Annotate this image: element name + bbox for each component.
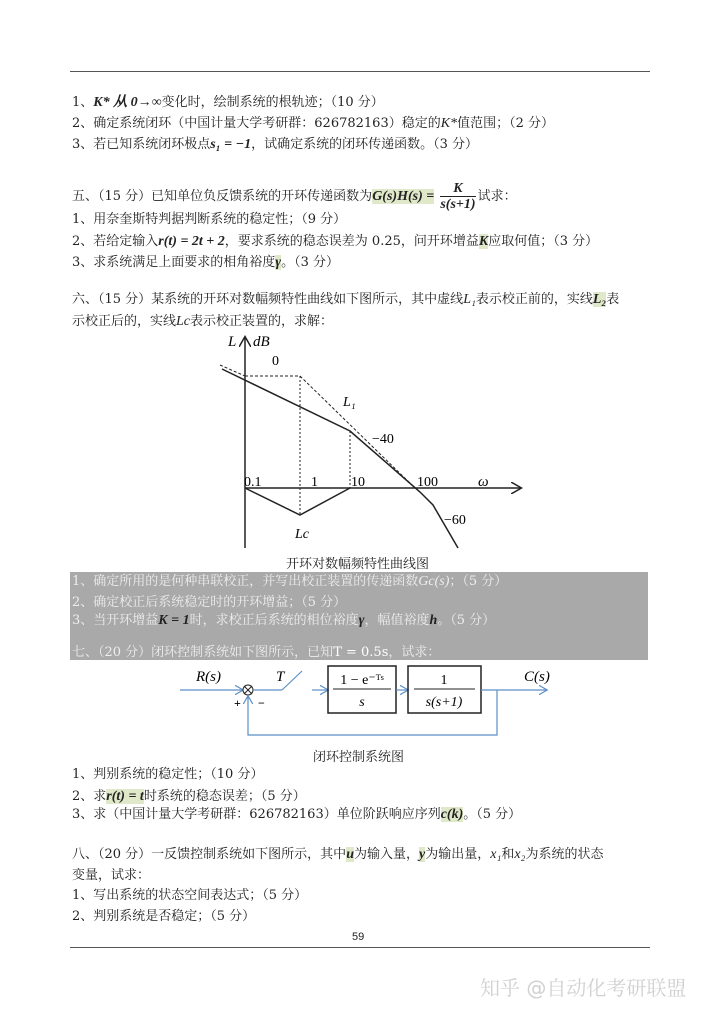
bode-caption: 开环对数幅频特性曲线图	[286, 557, 430, 572]
q6-item-3: 3、当开环增益K = 1时，求校正后系统的相位裕度γ，幅值裕度h。（5 分）	[72, 613, 496, 628]
sampler-switch[interactable]	[282, 671, 302, 690]
minus-sign: −	[258, 696, 265, 710]
q7-item-3: 3、求（中国计量大学考研群：626782163）单位阶跃响应序列c(k)。（5 分）	[72, 807, 522, 822]
q7-item-2: 2、求r(t) = t时系统的稳态误差；（5 分）	[72, 789, 306, 804]
zero-label: 0	[272, 354, 279, 369]
watermark: 知乎 @自动化考研联盟	[480, 976, 687, 1000]
q5-fraction: $\frac{K}{s(s+1)}$	[440, 181, 476, 212]
L1-label: L₁	[343, 395, 356, 410]
q5-item-3: 3、求系统满足上面要求的相角裕度γ。（3 分）	[72, 255, 340, 270]
q4-item-3: 3、若已知系统闭环极点s₁ = −1，试确定系统的闭环传递函数。（3 分）	[72, 137, 478, 152]
input-label: R(s)	[196, 669, 221, 685]
q8-line-2: 变量，试求：	[72, 868, 151, 883]
x-label: ω	[478, 474, 489, 490]
output-label: C(s)	[524, 669, 550, 685]
y-label: L	[228, 334, 237, 350]
q5-item-1: 1、用奈奎斯特判据判断系统的稳定性；（9 分）	[72, 212, 347, 227]
block-diagram-caption: 闭环控制系统图	[313, 750, 405, 765]
Lc-label: Lc	[295, 527, 309, 542]
slope-40: −40	[372, 432, 394, 447]
q8-line-1: 八、（20 分）一反馈控制系统如下图所示，其中u为输入量，y为输出量，x₁和x₂为系统的状态	[72, 847, 604, 862]
page-number: 59	[352, 931, 365, 943]
tick-10: 10	[351, 475, 365, 490]
q6-item-1: 1、确定所用的是何种串联校正，并写出校正装置的传递函数Gc(s)；（5 分）	[72, 574, 508, 589]
zoh-numerator: 1 − e⁻ᵀˢ	[340, 673, 384, 688]
q6-line-1: 六、（15 分）某系统的开环对数幅频特性曲线如下图所示，其中虚线L₁表示校正前的，实线L₂表	[72, 292, 620, 307]
footer-rule	[70, 947, 650, 948]
plant-numerator: 1	[440, 673, 448, 688]
q5-item-2: 2、若给定输入r(t) = 2t + 2，要求系统的稳态误差为 0.25，问开环增益K应取何值；（3 分）	[72, 234, 599, 249]
q6-line-2: 示校正后的，实线Lc表示校正装置的，求解：	[72, 314, 334, 329]
plant-denominator: s(s+1)	[425, 695, 463, 710]
y-unit: dB	[253, 334, 270, 350]
sampler-label: T	[276, 669, 285, 685]
tick-0.1: 0.1	[244, 475, 262, 490]
q6-item-2: 2、确定校正后系统稳定时的开环增益；（5 分）	[72, 595, 347, 610]
q8-item-2: 2、判别系统是否稳定；（5 分）	[72, 909, 256, 924]
q7-item-1: 1、判别系统的稳定性；（10 分）	[72, 767, 264, 782]
q4-item-2: 2、确定系统闭环（中国计量大学考研群：626782163）稳定的K*值范围；（2 分）	[72, 116, 554, 131]
plus-sign: +	[234, 696, 241, 710]
slope-60: −60	[444, 513, 466, 528]
zoh-denominator: s	[359, 695, 365, 710]
q7-intro: 七、（20 分）闭环控制系统如下图所示，已知T = 0.5s，试求：	[72, 645, 441, 660]
tick-100: 100	[417, 475, 438, 490]
q5-intro: 五、（15 分）已知单位负反馈系统的开环传递函数为G(s)H(s) = $\frac{K}{s(s+1)}$ 试求：	[72, 181, 517, 212]
q4-item-1: 1、K* 从 0→∞变化时，绘制系统的根轨迹；（10 分）	[72, 95, 384, 110]
tick-1: 1	[311, 475, 318, 490]
q8-item-1: 1、写出系统的状态空间表达式；（5 分）	[72, 888, 308, 903]
